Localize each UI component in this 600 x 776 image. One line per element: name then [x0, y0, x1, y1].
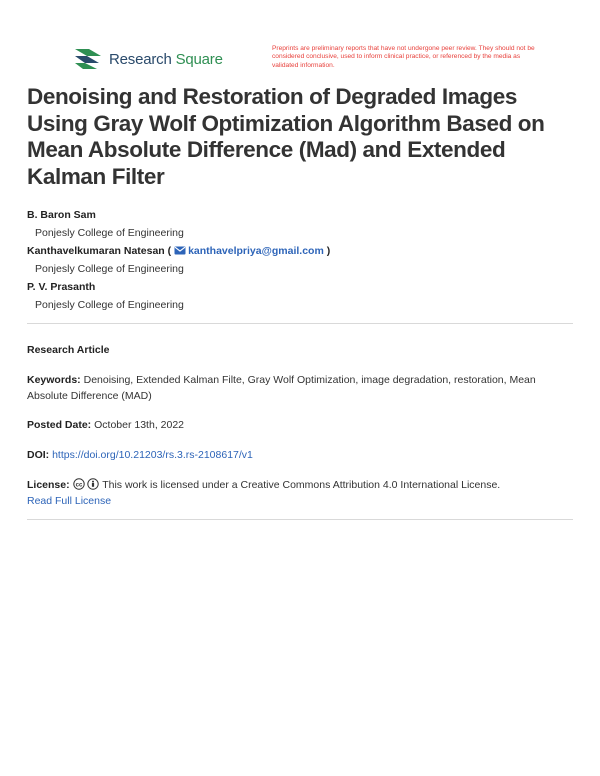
brand-secondary: Square: [175, 50, 223, 68]
posted-date-label: Posted Date:: [27, 419, 92, 431]
author-email-link[interactable]: [174, 245, 324, 257]
doi-link[interactable]: https://doi.org/10.21203/rs.3.rs-2108617/v1: [52, 449, 253, 461]
attribution-icon: [87, 478, 99, 490]
author-affiliation: Ponjesly College of Engineering: [35, 227, 184, 239]
keywords-text: Denoising, Extended Kalman Filte, Gray Wolf Optimization, image degradation, restoration, Mean Absolute Difference (MAD): [27, 374, 536, 402]
creative-commons-icon: [73, 478, 85, 490]
posted-date-value: October 13th, 2022: [94, 419, 185, 431]
author-name: B. Baron Sam: [27, 209, 96, 221]
research-square-logo[interactable]: [73, 47, 223, 71]
license-text: This work is licensed under a Creative Commons Attribution 4.0 International License.: [102, 479, 501, 491]
keywords: [27, 372, 573, 404]
research-square-logo-icon: [73, 47, 103, 71]
svg-text:cc: cc: [75, 482, 82, 489]
envelope-icon: [174, 246, 186, 255]
author-name: P. V. Prasanth: [27, 281, 96, 293]
preprint-disclaimer: Preprints are preliminary reports that have not undergone peer review. They should not be considered conclusive, used to inform clinical practice, or referenced by the media as validated information.: [272, 45, 535, 69]
author-affiliation: Ponjesly College of Engineering: [35, 299, 184, 311]
keywords-label: Keywords:: [27, 374, 81, 386]
posted-date: [27, 417, 573, 433]
license: [27, 477, 573, 509]
divider: [27, 519, 573, 520]
doi-label: DOI:: [27, 449, 50, 461]
author-email: kanthavelpriya@gmail.com: [188, 245, 324, 257]
brand-primary: Research: [109, 50, 172, 68]
author-list: [27, 206, 572, 314]
author-name-corresponding: Kanthavelkumaran Natesan ( kanthavelpriya@gmail.com ): [27, 245, 331, 257]
read-full-license-link[interactable]: Read Full License: [27, 495, 112, 507]
article-type: Research Article: [27, 344, 110, 356]
brand-name: [109, 51, 223, 68]
paper-title: Denoising and Restoration of Degraded Images Using Gray Wolf Optimization Algorithm Based on Mean Absolute Difference (Mad) and Extended Kalman Filter: [27, 84, 545, 189]
author-name-text: Kanthavelkumaran Natesan: [27, 245, 165, 257]
doi: [27, 447, 573, 463]
author-affiliation: Ponjesly College of Engineering: [35, 263, 184, 275]
license-label: License:: [27, 479, 70, 491]
divider: [27, 323, 573, 324]
